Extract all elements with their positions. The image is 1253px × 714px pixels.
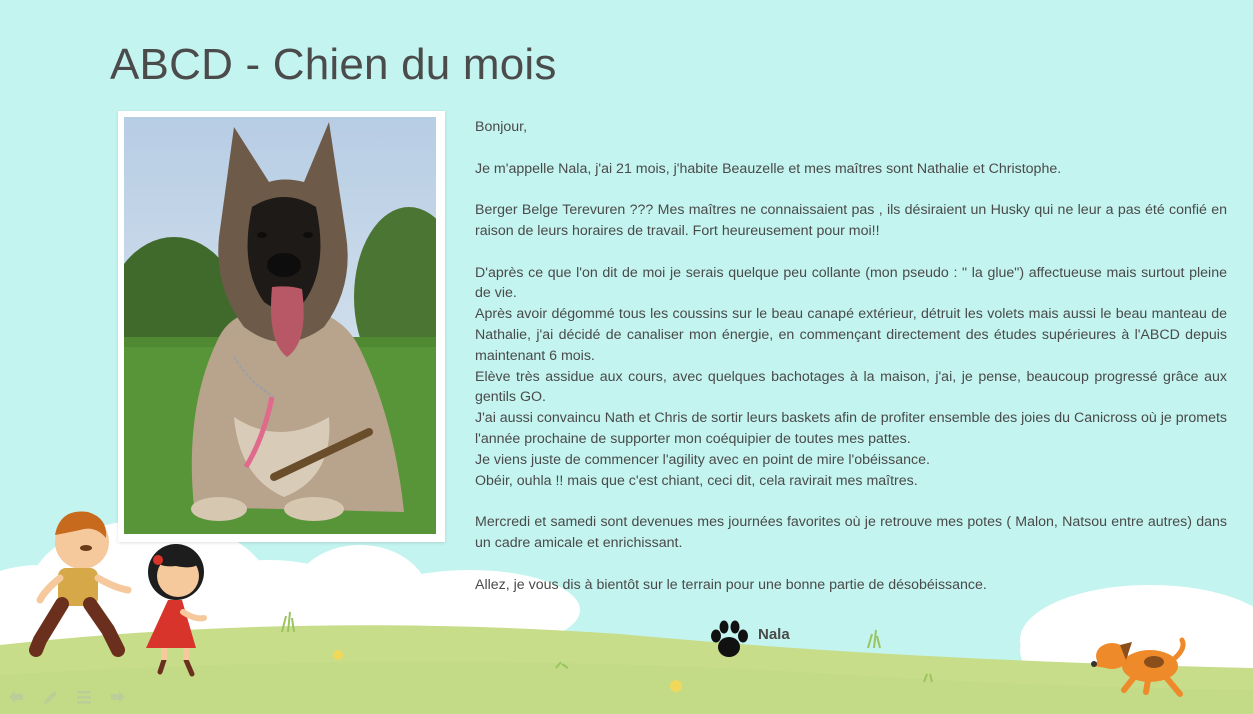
paw-print-icon (708, 619, 750, 661)
letter-paragraph: Berger Belge Terevuren ??? Mes maîtres ne connaissaient pas , ils désiraient un Husky qui ne leur a pas été confié en raison de leurs horaires de travail. Fort heureusement pour moi!! (475, 202, 1227, 239)
arrow-left-icon[interactable] (6, 688, 26, 706)
signature: Nala (758, 626, 790, 643)
letter-text (475, 117, 1227, 595)
paragraph-spacer (475, 242, 1227, 263)
letter-paragraph: Elève très assidue aux cours, avec quelques bachotages à la maison, j'ai, je pense, beaucoup progressé grâce aux gentils GO. (475, 368, 1227, 406)
letter-paragraph: J'ai aussi convaincu Nath et Chris de sortir leurs baskets afin de profiter ensemble des joies du Canicross où je promets l'année prochaine de supporter mon coéquipier de toutes mes pattes. (475, 410, 1227, 447)
letter-paragraph: Obéir, ouhla !! mais que c'est chiant, ceci dit, cela ravirait mes maîtres. (475, 472, 918, 489)
menu-icon[interactable] (74, 688, 94, 706)
dog-photo (124, 117, 436, 534)
pencil-icon[interactable] (40, 688, 60, 706)
paragraph-spacer (475, 491, 1227, 512)
paragraph-spacer (475, 179, 1227, 200)
dog-photo-frame (118, 111, 445, 542)
letter-paragraph: Après avoir dégommé tous les coussins sur le beau canapé extérieur, détruit les volets mais aussi le beau manteau de Nathalie, j'ai décidé de canaliser mon énergie, en commençant directement des études supérieures à l'ABCD depuis maintenant 6 mois. (475, 306, 1227, 364)
arrow-right-icon[interactable] (108, 688, 128, 706)
page-title: ABCD - Chien du mois (110, 40, 557, 89)
letter-paragraph: Je viens juste de commencer l'agility avec en point de mire l'obéissance. (475, 451, 930, 468)
letter-paragraph: Bonjour, (475, 119, 528, 135)
slide-navigation (6, 688, 128, 706)
letter-paragraph: Mercredi et samedi sont devenues mes journées favorites où je retrouve mes potes ( Malon, Natsou entre autres) dans un cadre amicale et enrichissant. (475, 514, 1227, 551)
letter-paragraph: Je m'appelle Nala, j'ai 21 mois, j'habite Beauzelle et mes maîtres sont Nathalie et Christophe. (475, 160, 1062, 177)
paragraph-spacer (475, 554, 1227, 575)
letter-paragraph: Allez, je vous dis à bientôt sur le terrain pour une bonne partie de désobéissance. (475, 576, 987, 593)
letter-paragraph: D'après ce que l'on dit de moi je serais quelque peu collante (mon pseudo : " la glue") affectueuse mais surtout pleine de vie. (475, 264, 1227, 302)
paragraph-spacer (475, 138, 1227, 159)
